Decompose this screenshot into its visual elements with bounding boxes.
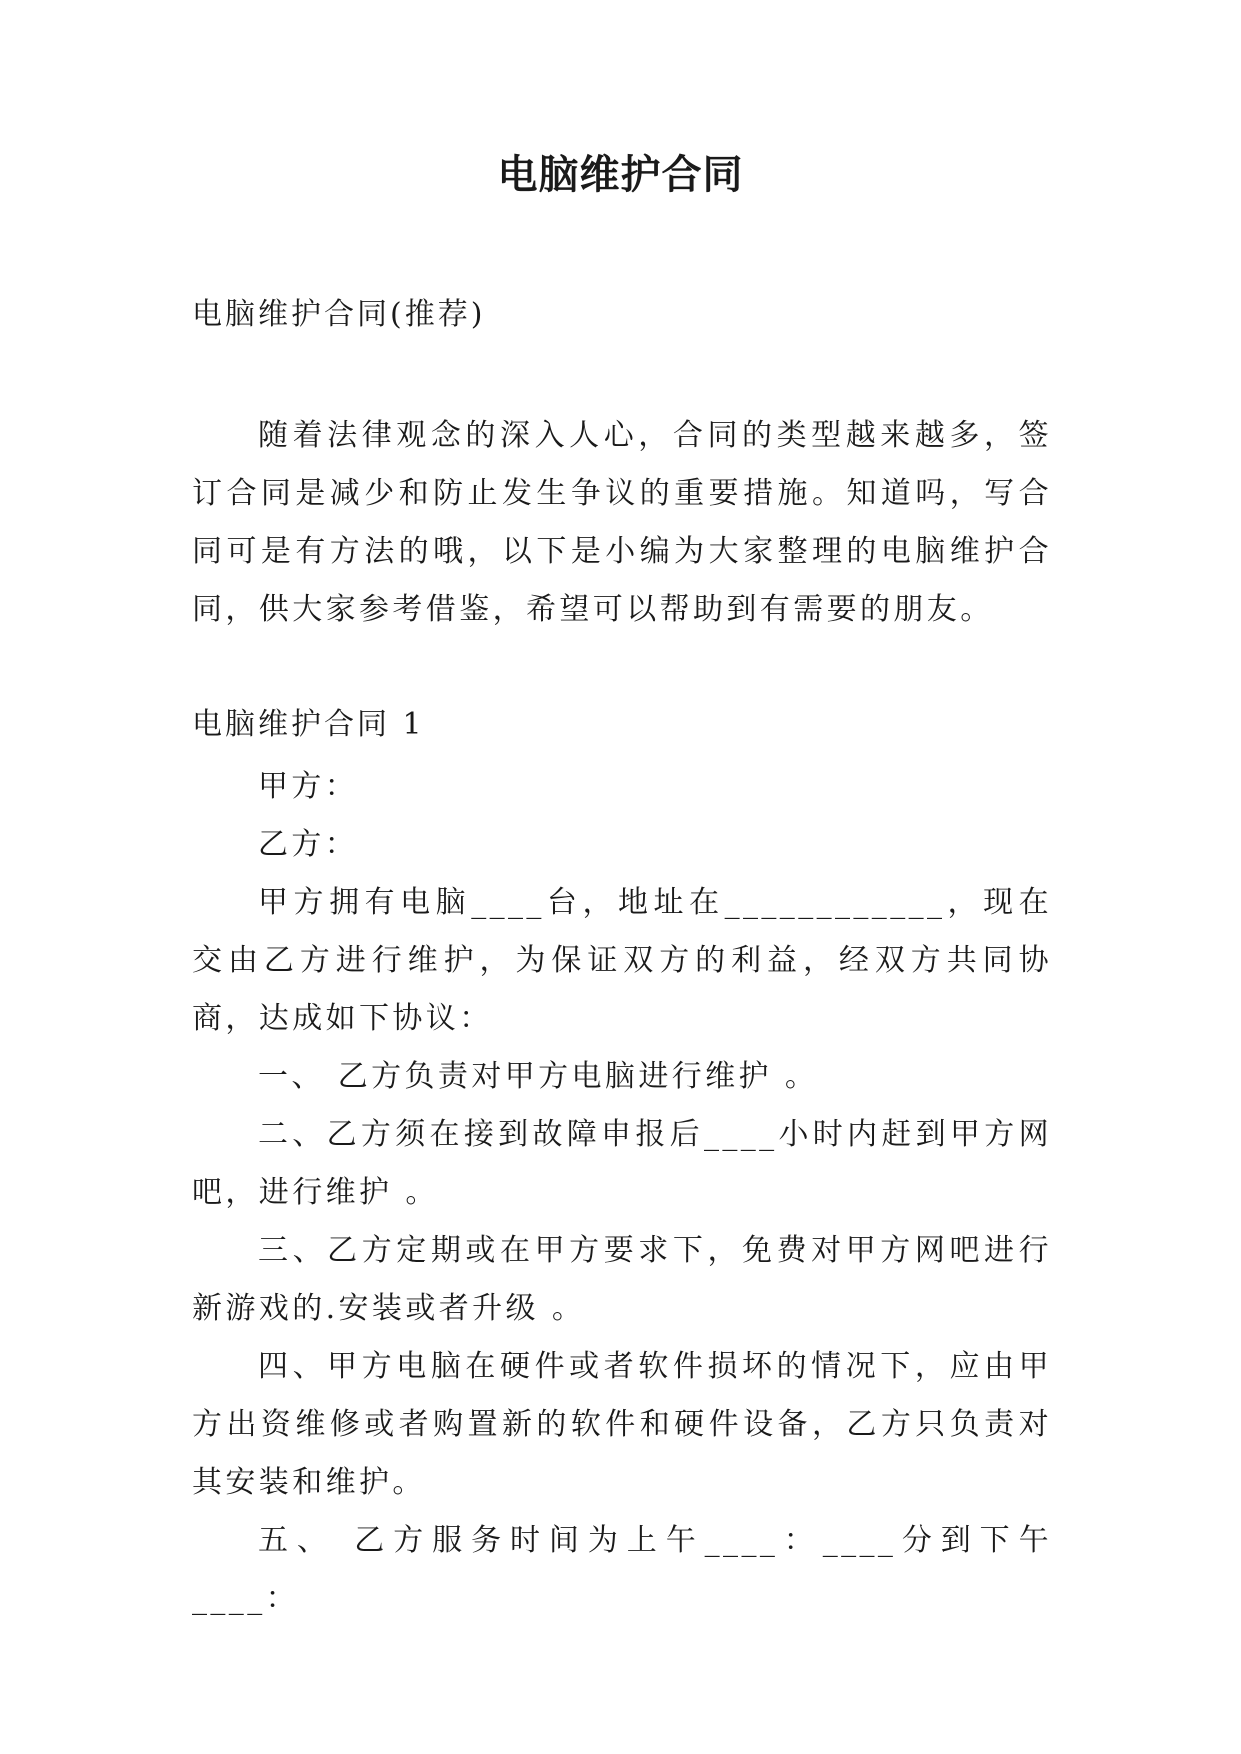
- clause-4: 四、甲方电脑在硬件或者软件损坏的情况下，应由甲方出资维修或者购置新的软件和硬件设备，乙方只负责对其安装和维护。: [192, 1349, 1052, 1500]
- clause-5: 五、 乙方服务时间为上午____：____分到下午____：: [192, 1523, 1052, 1616]
- clause-3: 三、乙方定期或在甲方要求下，免费对甲方网吧进行新游戏的.安装或者升级 。: [192, 1233, 1052, 1326]
- preamble-paragraph: 甲方拥有电脑____台，地址在____________，现在交由乙方进行维护，为保证双方的利益，经双方共同协商，达成如下协议：: [192, 885, 1052, 1036]
- clause-2: 二、乙方须在接到故障申报后____小时内赶到甲方网吧，进行维护 。: [192, 1117, 1052, 1210]
- party-a-line: 甲方：: [258, 769, 359, 804]
- party-b-line: 乙方：: [258, 827, 359, 862]
- section-heading: 电脑维护合同 1: [192, 707, 425, 742]
- document-subtitle: 电脑维护合同(推荐): [192, 297, 486, 332]
- intro-paragraph: 随着法律观念的深入人心，合同的类型越来越多，签订合同是减少和防止发生争议的重要措施。知道吗，写合同可是有方法的哦，以下是小编为大家整理的电脑维护合同，供大家参考借鉴，希望可以帮助到有需要的朋友。: [192, 418, 1052, 627]
- clause-1: 一、 乙方负责对甲方电脑进行维护 。: [258, 1059, 819, 1094]
- document-title: 电脑维护合同: [497, 152, 744, 198]
